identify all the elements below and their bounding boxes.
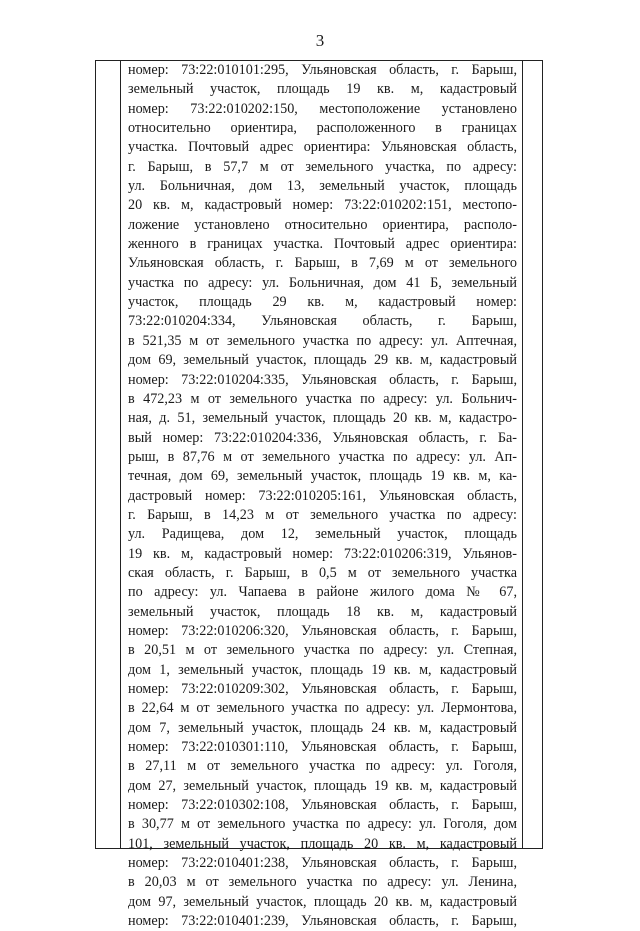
- text-line: женного в границах участка. Почтовый адрес ориентира:: [128, 236, 517, 253]
- text-line: 20 кв. м, кадастровый номер: 73:22:010202:151, местопо-: [128, 197, 517, 214]
- text-line: г. Барыш, в 57,7 м от земельного участка, по адресу:: [128, 158, 517, 175]
- table-border-left: [95, 61, 96, 848]
- text-line: номер: 73:22:010209:302, Ульяновская область, г. Барыш,: [128, 681, 517, 697]
- text-line: номер: 73:22:010101:295, Ульяновская область, г. Барыш,: [128, 62, 517, 78]
- text-line: дом 69, земельный участок, площадь 29 кв. м, кадастровый: [128, 352, 517, 369]
- table-text-cell: [128, 61, 517, 931]
- text-line: участок, площадь 29 кв. м, кадастровый номер:: [128, 294, 517, 311]
- text-line: номер: 73:22:010302:108, Ульяновская область, г. Барыш,: [128, 797, 517, 814]
- text-line: ская область, г. Барыш, в 0,5 м от земельного участка: [128, 564, 517, 581]
- text-line: относительно ориентира, расположенного в границах: [128, 120, 517, 137]
- text-line: 101, земельный участок, площадь 20 кв. м, кадастровый: [128, 835, 517, 852]
- text-line: ул. Больничная, дом 13, земельный участок, площадь: [128, 178, 517, 195]
- text-line: номер: 73:22:010401:239, Ульяновская область, г. Барыш,: [128, 913, 517, 930]
- text-line: земельный участок, площадь 18 кв. м, кадастровый: [128, 603, 517, 620]
- text-line: дастровый номер: 73:22:010205:161, Ульяновская область,: [128, 487, 517, 504]
- text-line: в 521,35 м от земельного участка по адресу: ул. Аптечная,: [128, 332, 517, 349]
- text-line: номер: 73:22:010206:320, Ульяновская область, г. Барыш,: [128, 622, 517, 639]
- page-number: 3: [315, 31, 325, 50]
- text-line: участка по адресу: ул. Больничная, дом 41 Б, земельный: [128, 274, 517, 291]
- text-line: в 472,23 м от земельного участка по адресу: ул. Больнич-: [128, 390, 517, 407]
- text-line: по адресу: ул. Чапаева в районе жилого дома № 67,: [128, 584, 517, 601]
- table-column-divider-notes: [522, 61, 523, 848]
- text-line: дом 1, земельный участок, площадь 19 кв. м, кадастровый: [128, 661, 517, 678]
- text-line: в 22,64 м от земельного участка по адресу: ул. Лермонтова,: [128, 700, 517, 717]
- text-line: ложение установлено относительно ориентира, располо-: [128, 216, 517, 233]
- text-line: в 20,03 м от земельного участка по адресу: ул. Ленина,: [128, 874, 517, 891]
- text-line: номер: 73:22:010401:238, Ульяновская область, г. Барыш,: [128, 855, 517, 872]
- text-line: рыш, в 87,76 м от земельного участка по адресу: ул. Ап-: [128, 448, 517, 465]
- text-line: г. Барыш, в 14,23 м от земельного участка по адресу:: [128, 506, 517, 523]
- text-line: ул. Радищева, дом 12, земельный участок, площадь: [128, 526, 517, 543]
- text-line: номер: 73:22:010301:110, Ульяновская область, г. Барыш,: [128, 739, 517, 756]
- text-line: земельный участок, площадь 19 кв. м, кадастровый: [128, 81, 517, 98]
- table-border-right: [542, 61, 543, 848]
- text-line: номер: 73:22:010204:335, Ульяновская область, г. Барыш,: [128, 371, 517, 388]
- text-line: ная, д. 51, земельный участок, площадь 20 кв. м, кадастро-: [128, 410, 517, 427]
- text-line: дом 97, земельный участок, площадь 20 кв. м, кадастровый: [128, 893, 517, 910]
- text-line: дом 7, земельный участок, площадь 24 кв. м, кадастровый: [128, 719, 517, 736]
- text-line: в 20,51 м от земельного участка по адресу: ул. Степная,: [128, 642, 517, 659]
- text-line: 19 кв. м, кадастровый номер: 73:22:010206:319, Ульянов-: [128, 545, 517, 562]
- text-line: номер: 73:22:010202:150, местоположение установлено: [128, 100, 517, 117]
- text-line: вый номер: 73:22:010204:336, Ульяновская область, г. Ба-: [128, 429, 517, 446]
- text-line: течная, дом 69, земельный участок, площадь 19 кв. м, ка-: [128, 468, 517, 485]
- text-line: участка. Почтовый адрес ориентира: Ульяновская область,: [128, 139, 517, 156]
- text-line: в 27,11 м от земельного участка по адресу: ул. Гоголя,: [128, 758, 517, 775]
- table-column-divider-number: [120, 61, 121, 848]
- text-line: дом 27, земельный участок, площадь 19 кв. м, кадастровый: [128, 777, 517, 794]
- text-line: 73:22:010204:334, Ульяновская область, г. Барыш,: [128, 313, 517, 330]
- text-line: Ульяновская область, г. Барыш, в 7,69 м от земельного: [128, 255, 517, 272]
- text-line: в 30,77 м от земельного участка по адресу: ул. Гоголя, дом: [128, 816, 517, 833]
